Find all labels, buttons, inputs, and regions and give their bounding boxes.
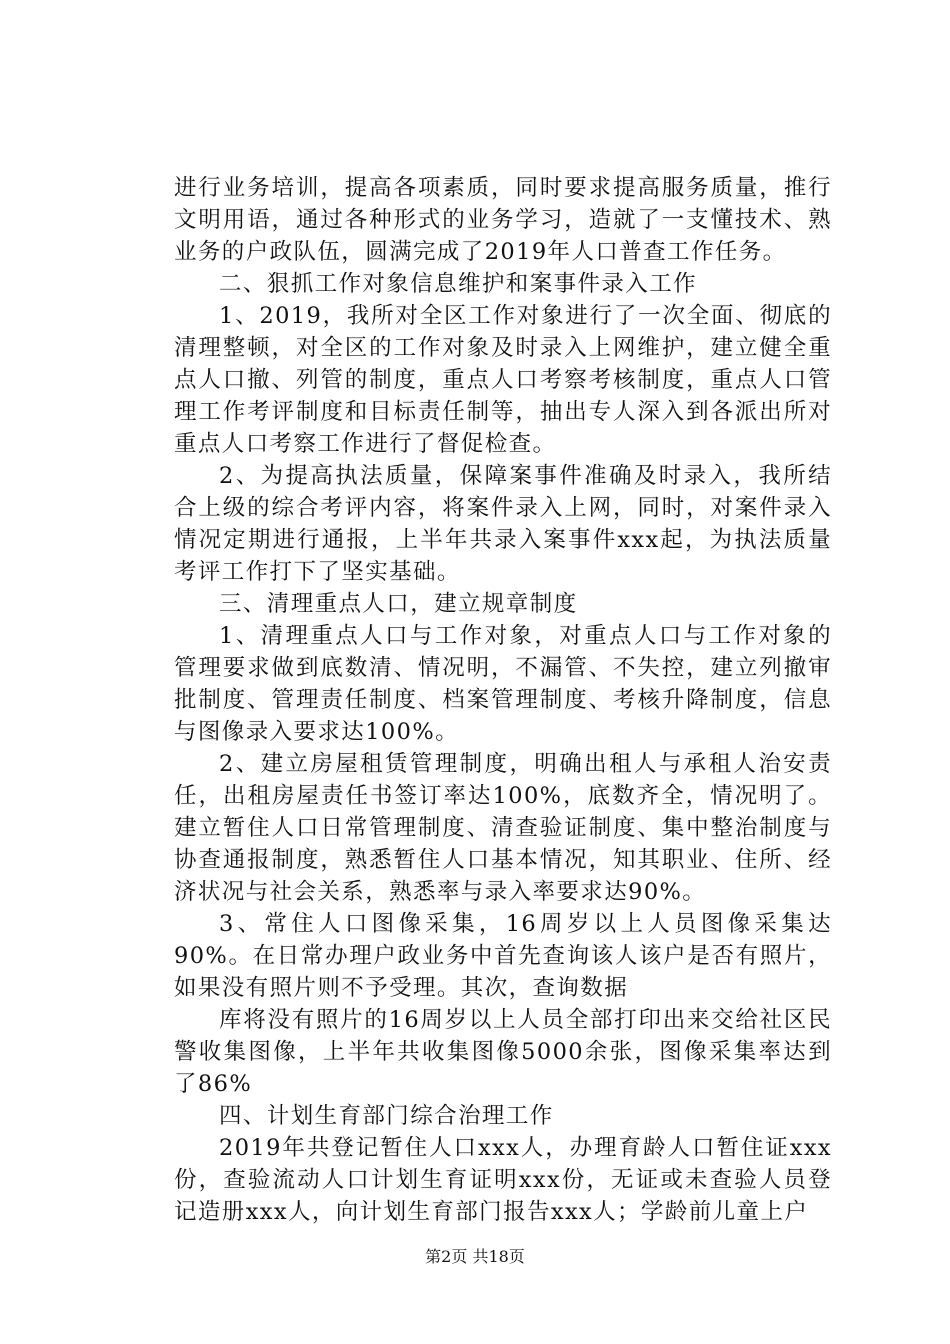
paragraph-2-2: 2、为提高执法质量，保障案事件准确及时录入，我所结合上级的综合考评内容，将案件录入上网，同时，对案件录入情况定期进行通报，上半年共录入案事件xxx起，为执法质量考评工作打下了坚实基础。 <box>174 463 832 585</box>
paragraph-2-1: 1、2019，我所对全区工作对象进行了一次全面、彻底的清理整顿，对全区的工作对象及时录入上网维护，建立健全重点人口撤、列管的制度，重点人口考察考核制度，重点人口管理工作考评制度和目标责任制等，抽出专人深入到各派出所对重点人口考察工作进行了督促检查。 <box>174 303 832 457</box>
section-heading-2: 二、狠抓工作对象信息维护和案事件录入工作 <box>219 271 698 297</box>
paragraph-3-3: 3、常住人口图像采集，16周岁以上人员图像采集达90%。在日常办理户政业务中首先查询该人该户是否有照片，如果没有照片则不予受理。其次，查询数据 <box>174 911 832 1001</box>
section-heading-3: 三、清理重点人口，建立规章制度 <box>219 591 578 617</box>
paragraph-4-1: 2019年共登记暂住人口xxx人，办理育龄人口暂住证xxx份，查验流动人口计划生育证明xxx份，无证或未查验人员登记造册xxx人，向计划生育部门报告xxx人；学龄前儿童上户 <box>174 1135 832 1225</box>
page-footer: 第2页 共18页 <box>425 1247 525 1266</box>
paragraph-1: 进行业务培训，提高各项素质，同时要求提高服务质量，推行文明用语，通过各种形式的业务学习，造就了一支懂技术、熟业务的户政队伍，圆满完成了2019年人口普查工作任务。 <box>174 175 832 265</box>
section-heading-4: 四、计划生育部门综合治理工作 <box>219 1103 554 1129</box>
paragraph-3-3-cont: 库将没有照片的16周岁以上人员全部打印出来交给社区民警收集图像，上半年共收集图像5000余张，图像采集率达到了86% <box>174 1007 832 1097</box>
document-body <box>174 172 832 1228</box>
paragraph-3-2: 2、建立房屋租赁管理制度，明确出租人与承租人治安责任，出租房屋责任书签订率达100%，底数齐全，情况明了。建立暂住人口日常管理制度、清查验证制度、集中整治制度与协查通报制度，熟悉暂住人口基本情况，知其职业、住所、经济状况与社会关系，熟悉率与录入率要求达90%。 <box>174 751 832 905</box>
paragraph-3-1: 1、清理重点人口与工作对象，对重点人口与工作对象的管理要求做到底数清、情况明，不漏管、不失控，建立列撤审批制度、管理责任制度、档案管理制度、考核升降制度，信息与图像录入要求达100%。 <box>174 623 832 745</box>
